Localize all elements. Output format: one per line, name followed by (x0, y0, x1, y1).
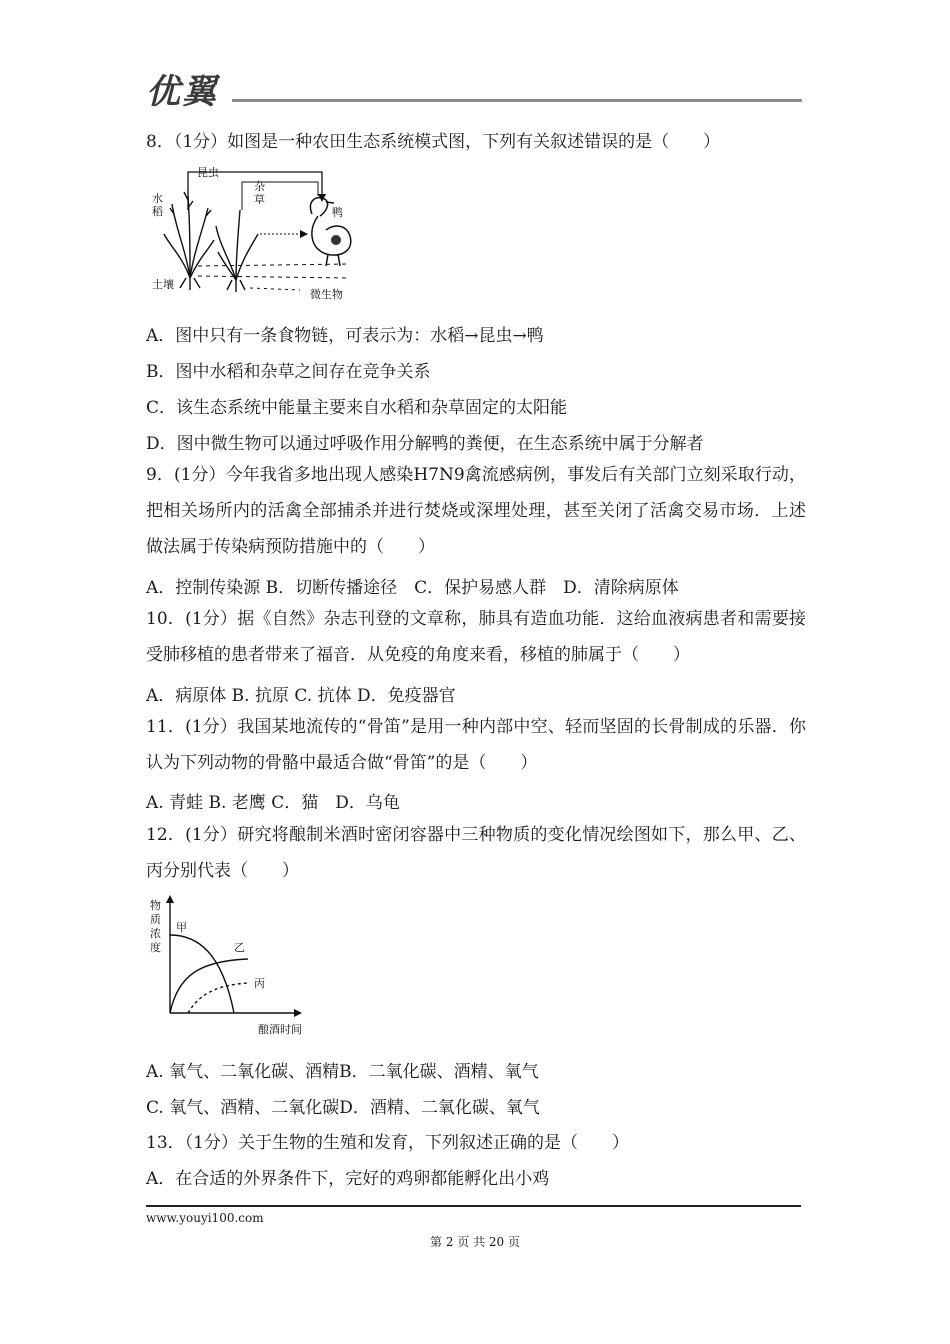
q8-fig-weed-label-1: 杂 (254, 180, 265, 193)
q8-fig-duck-label: 鸭 (332, 206, 343, 219)
q12-concentration-graph (148, 895, 310, 1039)
q12-x-label: 酿酒时间 (258, 1023, 302, 1036)
footer-url[interactable]: www.youyi100.com (146, 1211, 264, 1225)
q8-ecosystem-figure (150, 160, 362, 302)
q8-option-d: D．图中微生物可以通过呼吸作用分解鸭的粪便，在生态系统中属于分解者 (146, 434, 704, 454)
q13-option-a: A．在合适的外界条件下，完好的鸡卵都能孵化出小鸡 (146, 1169, 550, 1189)
q9-options: A．控制传染源 B．切断传播途径 C．保护易感人群 D．清除病原体 (146, 578, 679, 598)
q8-option-c: C．该生态系统中能量主要来自水稻和杂草固定的太阳能 (146, 398, 568, 418)
q12-y-label-1: 物 (150, 899, 161, 912)
q8-fig-soil-label: 土壤 (152, 278, 174, 291)
q8-stem: 8．（1分）如图是一种农田生态系统模式图，下列有关叙述错误的是（ ） (146, 132, 721, 152)
q12-label-jia: 甲 (176, 921, 187, 934)
q12-curve-jia (170, 935, 234, 1013)
q12-label-yi: 乙 (234, 941, 245, 954)
q8-fig-microbe-label: 微生物 (310, 288, 343, 301)
q8-option-a: A．图中只有一条食物链，可表示为：水稻→昆虫→鸭 (146, 326, 544, 346)
q10-stem: 10．(1分）据《自然》杂志刊登的文章称，肺具有造血功能．这给血液病患者和需要接受肺移植的患者带来了福音．从免疫的角度来看，移植的肺属于（ ） (146, 609, 806, 665)
q12-option-cd: C. 氧气、酒精、二氧化碳D．酒精、二氧化碳、氧气 (146, 1098, 540, 1118)
q12-stem: 12．(1分）研究将酿制米酒时密闭容器中三种物质的变化情况绘图如下，那么甲、乙、丙分别代表（ ） (146, 825, 806, 881)
q8-fig-rice-label-1: 水 (152, 192, 163, 205)
q12-y-label-4: 度 (150, 941, 161, 954)
q9-stem: 9．(1分）今年我省多地出现人感染H7N9禽流感病例，事发后有关部门立刻采取行动，把相关场所内的活禽全部捕杀并进行焚烧或深埋处理，甚至关闭了活禽交易市场．上述做法属于传染病预防措施中的（ ） (146, 465, 806, 557)
q12-curve-bing (188, 983, 248, 1013)
q11-stem: 11．(1分）我国某地流传的“骨笛”是用一种内部中空、轻而坚固的长骨制成的乐器．你认为下列动物的骨骼中最适合做“骨笛”的是（ ） (146, 717, 806, 773)
q8-fig-insect-label: 昆虫 (197, 166, 219, 179)
q12-y-label-2: 质 (150, 913, 161, 926)
q11-options: A. 青蛙 B. 老鹰 C．猫 D．乌龟 (146, 793, 400, 813)
q12-y-label-3: 浓 (150, 927, 161, 940)
q12-option-ab: A. 氧气、二氧化碳、酒精B．二氧化碳、酒精、氧气 (146, 1062, 539, 1082)
page-number: 第 2 页 共 20 页 (430, 1235, 520, 1249)
brand-logo: 优翼 (146, 72, 218, 112)
q13-stem: 13．（1分）关于生物的生殖和发育，下列叙述正确的是（ ） (146, 1133, 629, 1153)
footer-rule (146, 1205, 801, 1207)
header-rule (232, 99, 802, 102)
q12-curve-yi (170, 959, 248, 1013)
q10-options: A．病原体 B. 抗原 C. 抗体 D．免疫器官 (146, 686, 456, 706)
q12-label-bing: 丙 (254, 977, 265, 990)
q8-fig-weed-label-2: 草 (254, 193, 265, 206)
q8-fig-rice-label-2: 稻 (152, 205, 163, 218)
q8-option-b: B．图中水稻和杂草之间存在竞争关系 (146, 362, 431, 382)
